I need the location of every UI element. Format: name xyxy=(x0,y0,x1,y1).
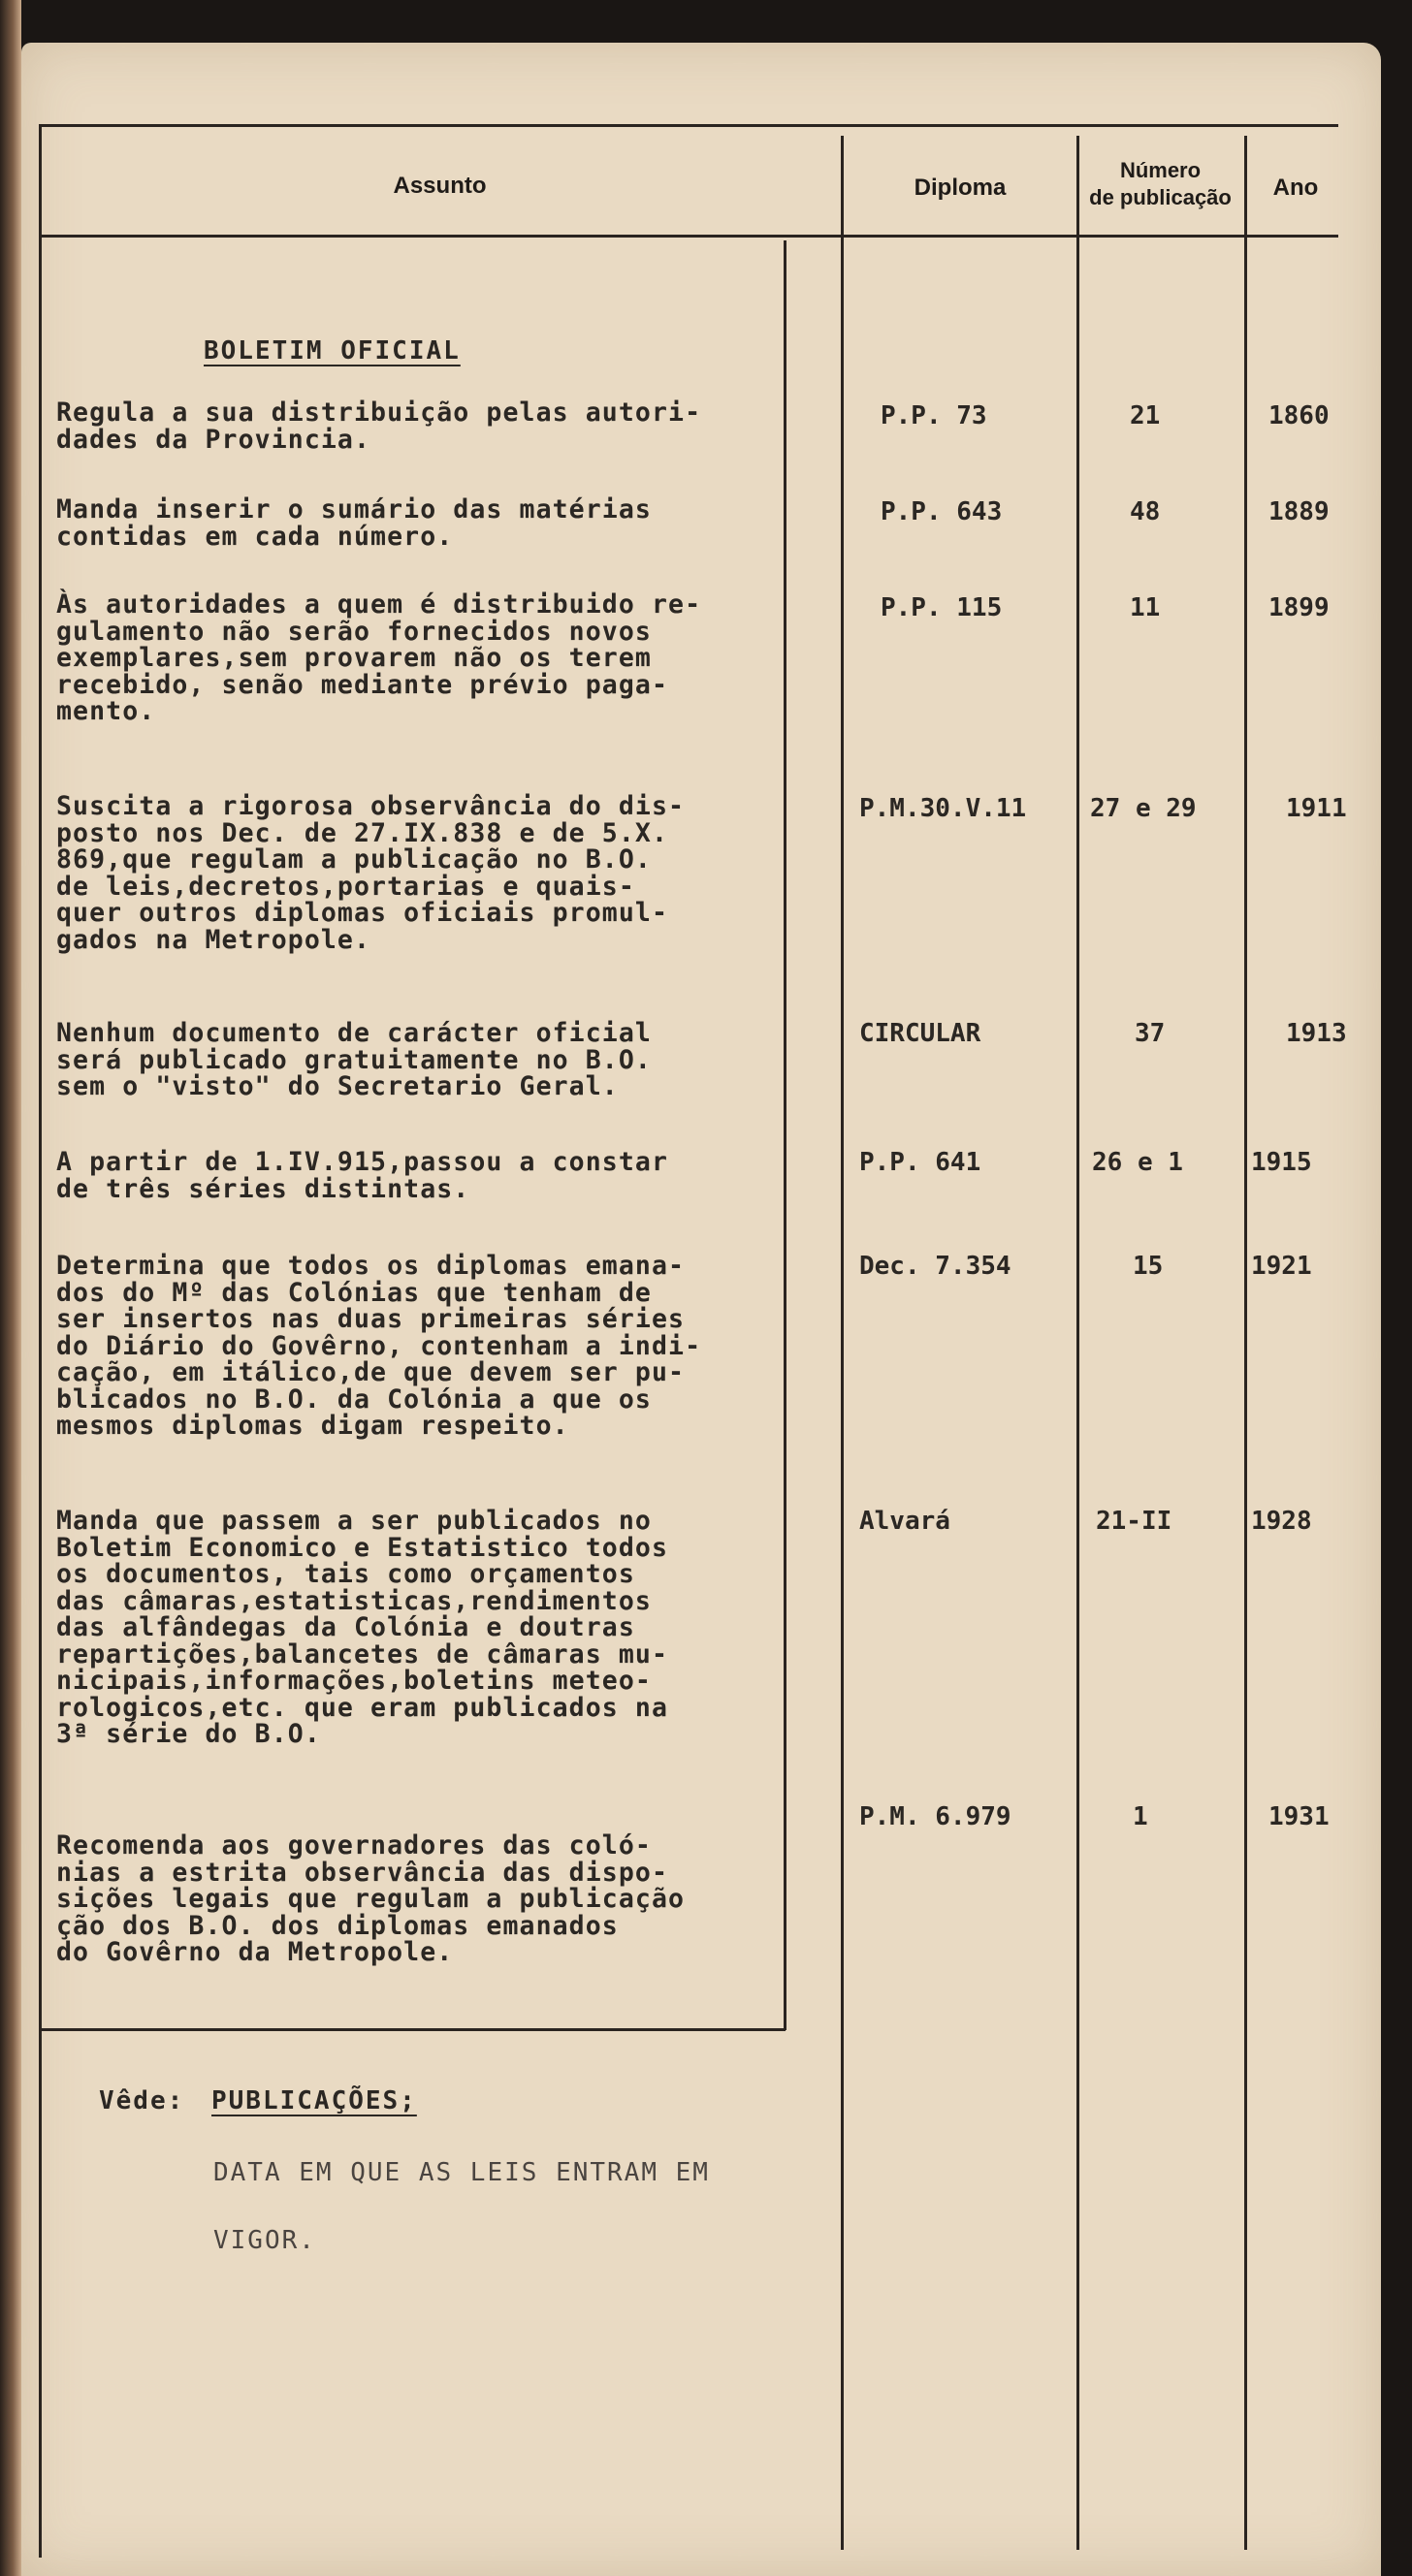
entry-numero: 11 xyxy=(1130,593,1161,622)
entry-ano: 1913 xyxy=(1286,1019,1347,1048)
binder-edge xyxy=(0,0,21,2576)
entry-text: Manda inserir o sumário das matérias contidas em cada número. xyxy=(56,494,652,552)
entry-ano: 1860 xyxy=(1268,401,1330,430)
entry-numero: 37 xyxy=(1135,1019,1166,1048)
top-rule xyxy=(39,124,1338,127)
see-also-target[interactable]: PUBLICAÇÕES; xyxy=(211,2086,417,2115)
ano-rule xyxy=(1244,136,1247,2550)
entry-numero: 26 e 1 xyxy=(1092,1148,1183,1177)
numero-rule xyxy=(1076,136,1079,2550)
see-also-label: Vêde: xyxy=(99,2086,185,2115)
footer-rule xyxy=(39,2028,786,2031)
entry-numero: 1 xyxy=(1133,1802,1148,1831)
entry-ano: 1928 xyxy=(1251,1507,1312,1536)
entry-diploma: CIRCULAR xyxy=(859,1019,981,1048)
left-rule xyxy=(39,124,42,2558)
section-title: BOLETIM OFICIAL xyxy=(204,336,461,366)
entry-ano: 1915 xyxy=(1251,1148,1312,1177)
entry-ano: 1889 xyxy=(1268,497,1330,526)
entry-text: Manda que passem a ser publicados no Boletim Economico e Estatistico todos os documentos, tais como orçamentos das câmaras,estatisticas,rendimentos das alfândegas da Colónia e doutras repartições,balancetes de câmaras mu- nicipais,informações,boletins meteo- rologicos,etc. que eram publicados na 3ª série do B.O. xyxy=(56,1506,669,1749)
entry-text: Nenhum documento de carácter oficial será publicado gratuitamente no B.O. sem o "visto" do Secretario Geral. xyxy=(56,1018,652,1101)
entry-ano: 1911 xyxy=(1286,794,1347,823)
entry-text: A partir de 1.IV.915,passou a constar de três séries distintas. xyxy=(56,1147,669,1204)
entry-numero: 27 e 29 xyxy=(1090,794,1197,823)
header-rule xyxy=(39,235,1338,238)
entry-numero: 21 xyxy=(1130,401,1161,430)
entry-diploma: P.P. 73 xyxy=(881,401,987,430)
see-also-line-2: VIGOR. xyxy=(213,2226,316,2255)
entry-text: Regula a sua distribuição pelas autori- dades da Provincia. xyxy=(56,398,702,455)
entry-ano: 1921 xyxy=(1251,1252,1312,1281)
diploma-rule xyxy=(841,136,844,2550)
header-numero: Número de publicação xyxy=(1089,158,1232,209)
entry-diploma: P.M.30.V.11 xyxy=(859,794,1027,823)
header-ano: Ano xyxy=(1272,175,1319,201)
see-also-line-1: DATA EM QUE AS LEIS ENTRAM EM xyxy=(213,2158,710,2187)
entry-text: Recomenda aos governadores das coló- nias a estrita observância das dispo- sições legais que regulam a publicação ção dos B.O. dos diplomas emanados do Govêrno da Metropole. xyxy=(56,1830,686,1967)
entry-diploma: Alvará xyxy=(859,1507,950,1536)
entry-diploma: Dec. 7.354 xyxy=(859,1252,1011,1281)
entry-diploma: P.M. 6.979 xyxy=(859,1802,1011,1831)
entry-diploma: P.P. 643 xyxy=(881,497,1003,526)
entry-numero: 15 xyxy=(1133,1252,1164,1281)
entry-ano: 1931 xyxy=(1268,1802,1330,1831)
entry-numero: 21-II xyxy=(1096,1507,1172,1536)
entry-text: Às autoridades a quem é distribuido re- gulamento não serão fornecidos novos exemplares,sem provarem não os terem recebido, senão mediante prévio paga- mento. xyxy=(56,589,702,726)
entry-diploma: P.P. 641 xyxy=(859,1148,981,1177)
entry-diploma: P.P. 115 xyxy=(881,593,1003,622)
header-assunto: Assunto xyxy=(393,173,487,199)
entry-ano: 1899 xyxy=(1268,593,1330,622)
entry-numero: 48 xyxy=(1130,497,1161,526)
entry-text: Suscita a rigorosa observância do dis- posto nos Dec. de 27.IX.838 e de 5.X. 869,que regulam a publicação no B.O. de leis,decretos,portarias e quais- quer outros diplomas oficiais promul- gados na Metropole. xyxy=(56,791,686,955)
entry-text: Determina que todos os diplomas emana- dos do Mº das Colónias que tenham de ser insertos nas duas primeiras séries do Diário do Govêrno, contenham a indi- cação, em itálico,de que devem ser pu- blicados no B.O. da Colónia a que os mesmos diplomas digam respeito. xyxy=(56,1251,702,1441)
header-diploma: Diploma xyxy=(914,175,1007,201)
